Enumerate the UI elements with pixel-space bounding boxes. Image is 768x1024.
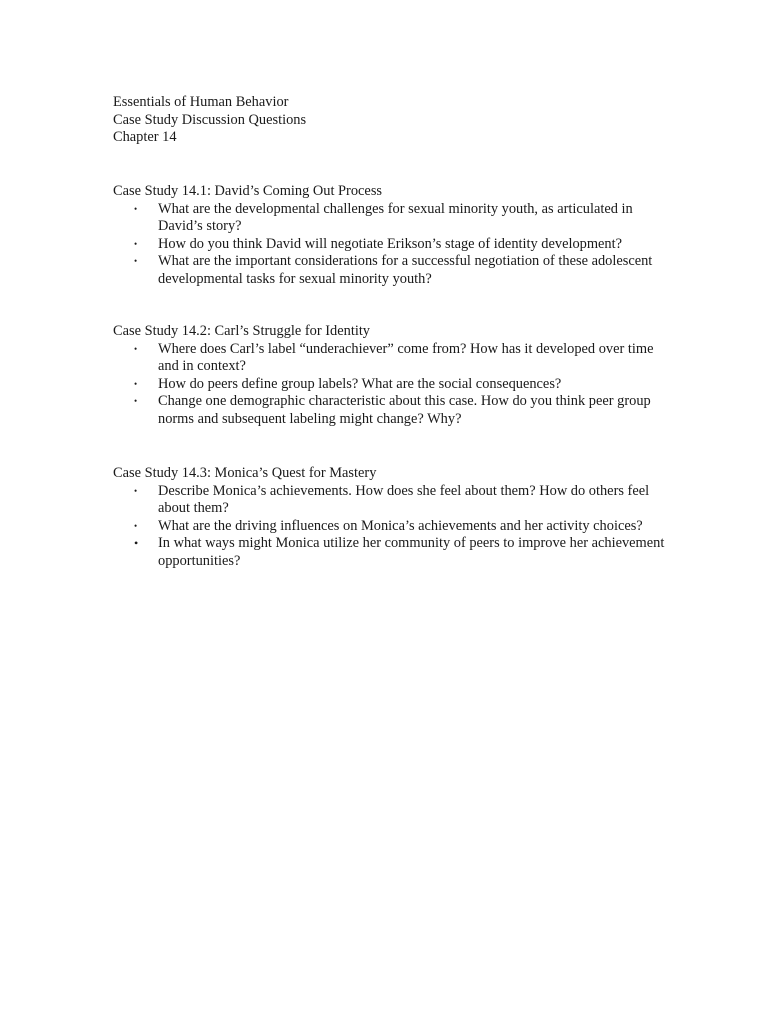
question-list [113,341,673,429]
question-item [113,236,668,254]
document-subtitle: Case Study Discussion Questions [113,111,307,128]
case-study-section [113,323,673,429]
bullet-icon: • [134,203,138,214]
question-text: Change one demographic characteristic about this case. How do you think peer group norms and subsequent labeling might change? Why? [158,393,651,427]
document-header [113,94,673,147]
bullet-icon: • [134,396,138,407]
case-study-title: Case Study 14.1: David’s Coming Out Process [113,183,383,199]
question-item [113,341,668,376]
question-item [113,376,668,394]
chapter-label: Chapter 14 [113,129,177,146]
case-study-section [113,465,673,571]
question-item [113,483,668,518]
question-text: What are the important considerations for a successful negotiation of these adolescent developmental tasks for sexual minority youth? [158,253,653,287]
bullet-icon: • [134,238,138,249]
bullet-icon: • [134,536,139,551]
bullet-icon: • [134,343,138,354]
question-text: How do peers define group labels? What are the social consequences? [158,375,562,392]
case-study-section [113,183,673,289]
question-item [113,518,668,536]
bullet-icon: • [134,256,138,267]
case-study-title: Case Study 14.3: Monica’s Quest for Mastery [113,465,377,481]
question-text: What are the driving influences on Monica’s achievements and her activity choices? [158,517,643,534]
question-list [113,483,673,571]
course-title: Essentials of Human Behavior [113,94,289,110]
bullet-icon: • [134,485,138,496]
question-list [113,201,673,289]
bullet-icon: • [134,520,138,531]
bullet-icon: • [134,378,138,389]
question-item [113,253,668,288]
question-text: Describe Monica’s achievements. How does she feel about them? How do others feel about them? [158,482,650,517]
question-text: What are the developmental challenges for sexual minority youth, as articulated in David’s story? [158,200,633,235]
question-text: Where does Carl’s label “underachiever” come from? How has it developed over time and in context? [158,340,654,375]
question-text: How do you think David will negotiate Erikson’s stage of identity development? [158,235,623,252]
question-item [113,393,668,428]
question-item [113,535,668,570]
case-study-title: Case Study 14.2: Carl’s Struggle for Identity [113,323,371,339]
question-item [113,201,668,236]
question-text: In what ways might Monica utilize her community of peers to improve her achievement opportunities? [158,535,665,569]
